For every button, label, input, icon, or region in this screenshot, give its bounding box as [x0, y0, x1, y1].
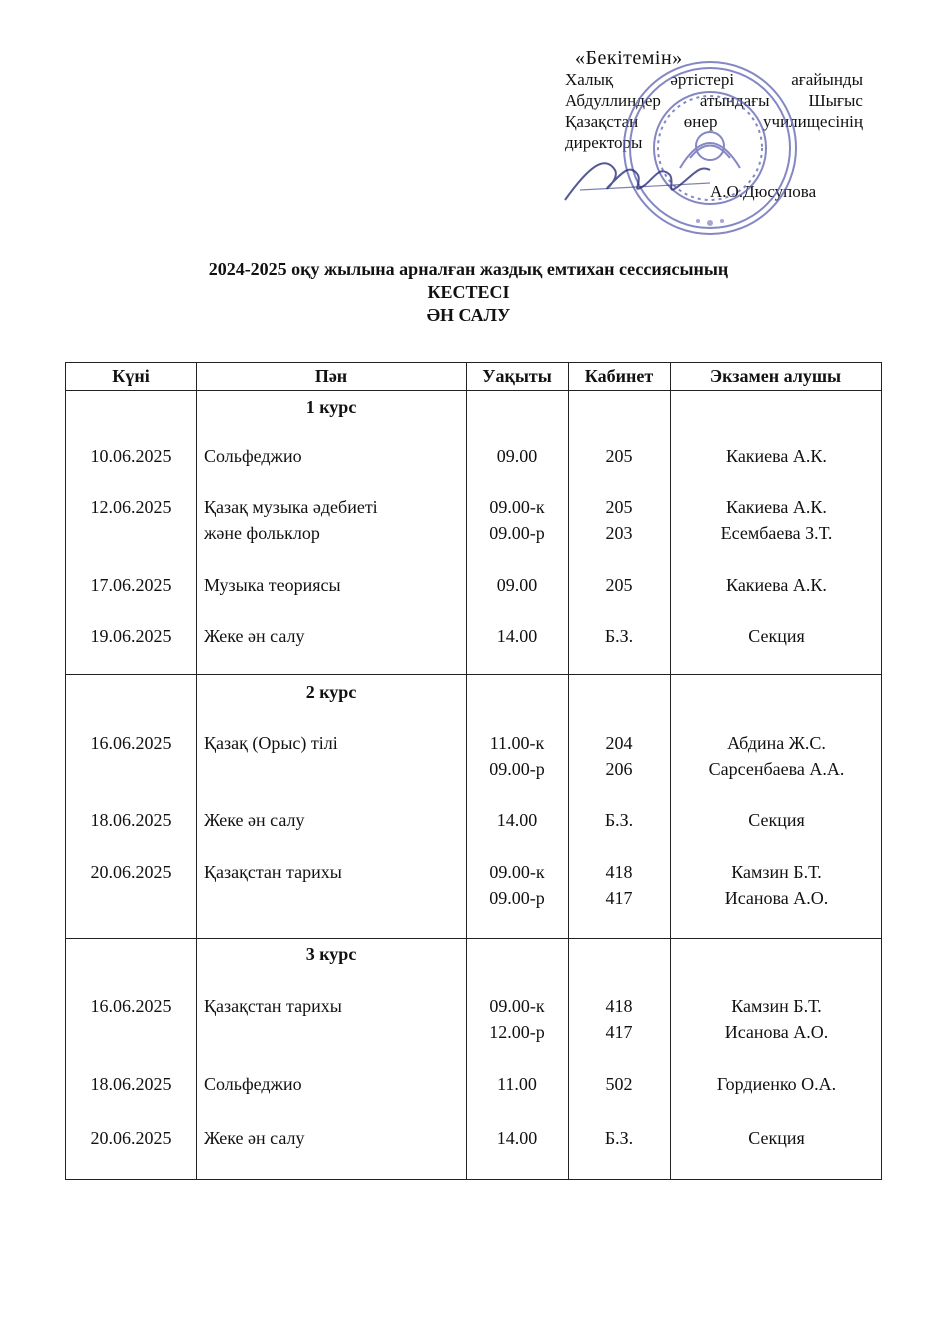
date-cell: 18.06.2025 [90, 810, 172, 830]
time-cell: 11.00 [497, 1074, 537, 1094]
subject-cell: Музыка теориясы [204, 575, 341, 595]
time-cell: 09.00 [496, 575, 538, 595]
time-cell: 14.00 [496, 810, 538, 830]
subject-cell: және фольклор [204, 523, 320, 543]
approval-line-1 [565, 69, 863, 90]
date-cell: 16.06.2025 [90, 996, 172, 1016]
date-cell: 19.06.2025 [90, 626, 172, 646]
heading-line-2: КЕСТЕСІ [427, 282, 510, 302]
column-header-time: Уақыты [482, 366, 552, 386]
examiner-cell: Камзин Б.Т. [731, 996, 822, 1016]
date-cell: 20.06.2025 [90, 1128, 172, 1148]
time-cell: 09.00-к [489, 862, 545, 882]
date-cell: 20.06.2025 [90, 862, 172, 882]
approval-title: «Бекітемін» [575, 47, 683, 69]
signatory-name: А.О.Дюсупова [710, 182, 817, 201]
approval-word: Халық [565, 70, 614, 89]
examiner-cell: Секция [748, 626, 805, 646]
examiner-cell: Абдина Ж.С. [727, 733, 826, 753]
time-cell: 09.00-к [489, 497, 545, 517]
examiner-cell: Какиева А.К. [726, 446, 827, 466]
room-cell: Б.З. [604, 626, 634, 646]
course-label: 1 курс [305, 397, 357, 417]
approval-word: ағайынды [791, 70, 863, 89]
group-divider [66, 674, 881, 675]
subject-cell: Қазақстан тарихы [204, 996, 342, 1016]
subject-cell: Қазақ музыка әдебиеті [204, 497, 378, 517]
subject-cell: Жеке ән салу [204, 626, 305, 646]
room-cell: 205 [605, 497, 633, 517]
approval-line-2 [565, 90, 863, 111]
header-divider [66, 390, 881, 391]
room-cell: Б.З. [604, 1128, 634, 1148]
examiner-cell: Гордиенко О.А. [716, 1074, 837, 1094]
approval-word: әртістері [670, 70, 735, 89]
time-cell: 09.00 [496, 446, 538, 466]
approval-word: өнер [683, 112, 718, 131]
date-cell: 16.06.2025 [90, 733, 172, 753]
room-cell: 206 [605, 759, 633, 779]
room-cell: 418 [605, 996, 633, 1016]
course-label: 2 курс [305, 682, 357, 702]
approval-word: училищесінің [763, 112, 863, 131]
column-header-examiner: Экзамен алушы [709, 366, 842, 386]
room-cell: 203 [605, 523, 633, 543]
date-cell: 17.06.2025 [90, 575, 172, 595]
schedule-heading [0, 258, 937, 327]
room-cell: Б.З. [604, 810, 634, 830]
column-header-date: Күні [112, 366, 150, 386]
course-label: 3 курс [305, 944, 357, 964]
column-header-subject: Пән [314, 366, 348, 386]
time-cell: 09.00-р [489, 523, 545, 543]
room-cell: 418 [605, 862, 633, 882]
approval-word: Абдуллиндер [565, 91, 661, 110]
examiner-cell: Секция [748, 810, 805, 830]
time-cell: 11.00-к [489, 733, 545, 753]
examiner-cell: Какиева А.К. [726, 497, 827, 517]
group-divider [66, 938, 881, 939]
examiner-cell: Секция [748, 1128, 805, 1148]
date-cell: 18.06.2025 [90, 1074, 172, 1094]
exam-schedule-table [65, 362, 882, 1180]
time-cell: 12.00-р [489, 1022, 545, 1042]
date-cell: 12.06.2025 [90, 497, 172, 517]
room-cell: 205 [605, 575, 633, 595]
examiner-cell: Исанова А.О. [724, 1022, 829, 1042]
subject-cell: Қазақ (Орыс) тілі [204, 733, 338, 753]
room-cell: 204 [605, 733, 633, 753]
subject-cell: Жеке ән салу [204, 810, 305, 830]
approval-word: Шығыс [808, 91, 863, 110]
column-header-room: Кабинет [584, 366, 654, 386]
examiner-cell: Есембаева З.Т. [720, 523, 833, 543]
column-divider [196, 363, 197, 1179]
examiner-cell: Камзин Б.Т. [731, 862, 822, 882]
examiner-cell: Исанова А.О. [724, 888, 829, 908]
time-cell: 09.00-р [489, 888, 545, 908]
time-cell: 14.00 [496, 626, 538, 646]
time-cell: 09.00-к [489, 996, 545, 1016]
column-divider [670, 363, 671, 1179]
signature-icon [560, 145, 720, 215]
date-cell: 10.06.2025 [90, 446, 172, 466]
subject-cell: Қазақстан тарихы [204, 862, 342, 882]
approval-word: Қазақстан [565, 112, 639, 131]
subject-cell: Сольфеджио [204, 446, 302, 466]
room-cell: 417 [605, 1022, 633, 1042]
subject-cell: Жеке ән салу [204, 1128, 305, 1148]
room-cell: 205 [605, 446, 633, 466]
room-cell: 502 [605, 1074, 633, 1094]
subject-cell: Сольфеджио [204, 1074, 302, 1094]
room-cell: 417 [605, 888, 633, 908]
approval-word: атындағы [699, 91, 770, 110]
heading-line-1: 2024-2025 оқу жылына арналған жаздық емтихан сессиясының [208, 259, 729, 279]
approval-block [565, 47, 865, 201]
approval-line-4: директоры [565, 133, 643, 152]
approval-line-3 [565, 111, 863, 132]
time-cell: 09.00-р [489, 759, 545, 779]
time-cell: 14.00 [496, 1128, 538, 1148]
examiner-cell: Сарсенбаева А.А. [708, 759, 845, 779]
examiner-cell: Какиева А.К. [726, 575, 827, 595]
heading-line-3: ӘН САЛУ [426, 305, 511, 325]
